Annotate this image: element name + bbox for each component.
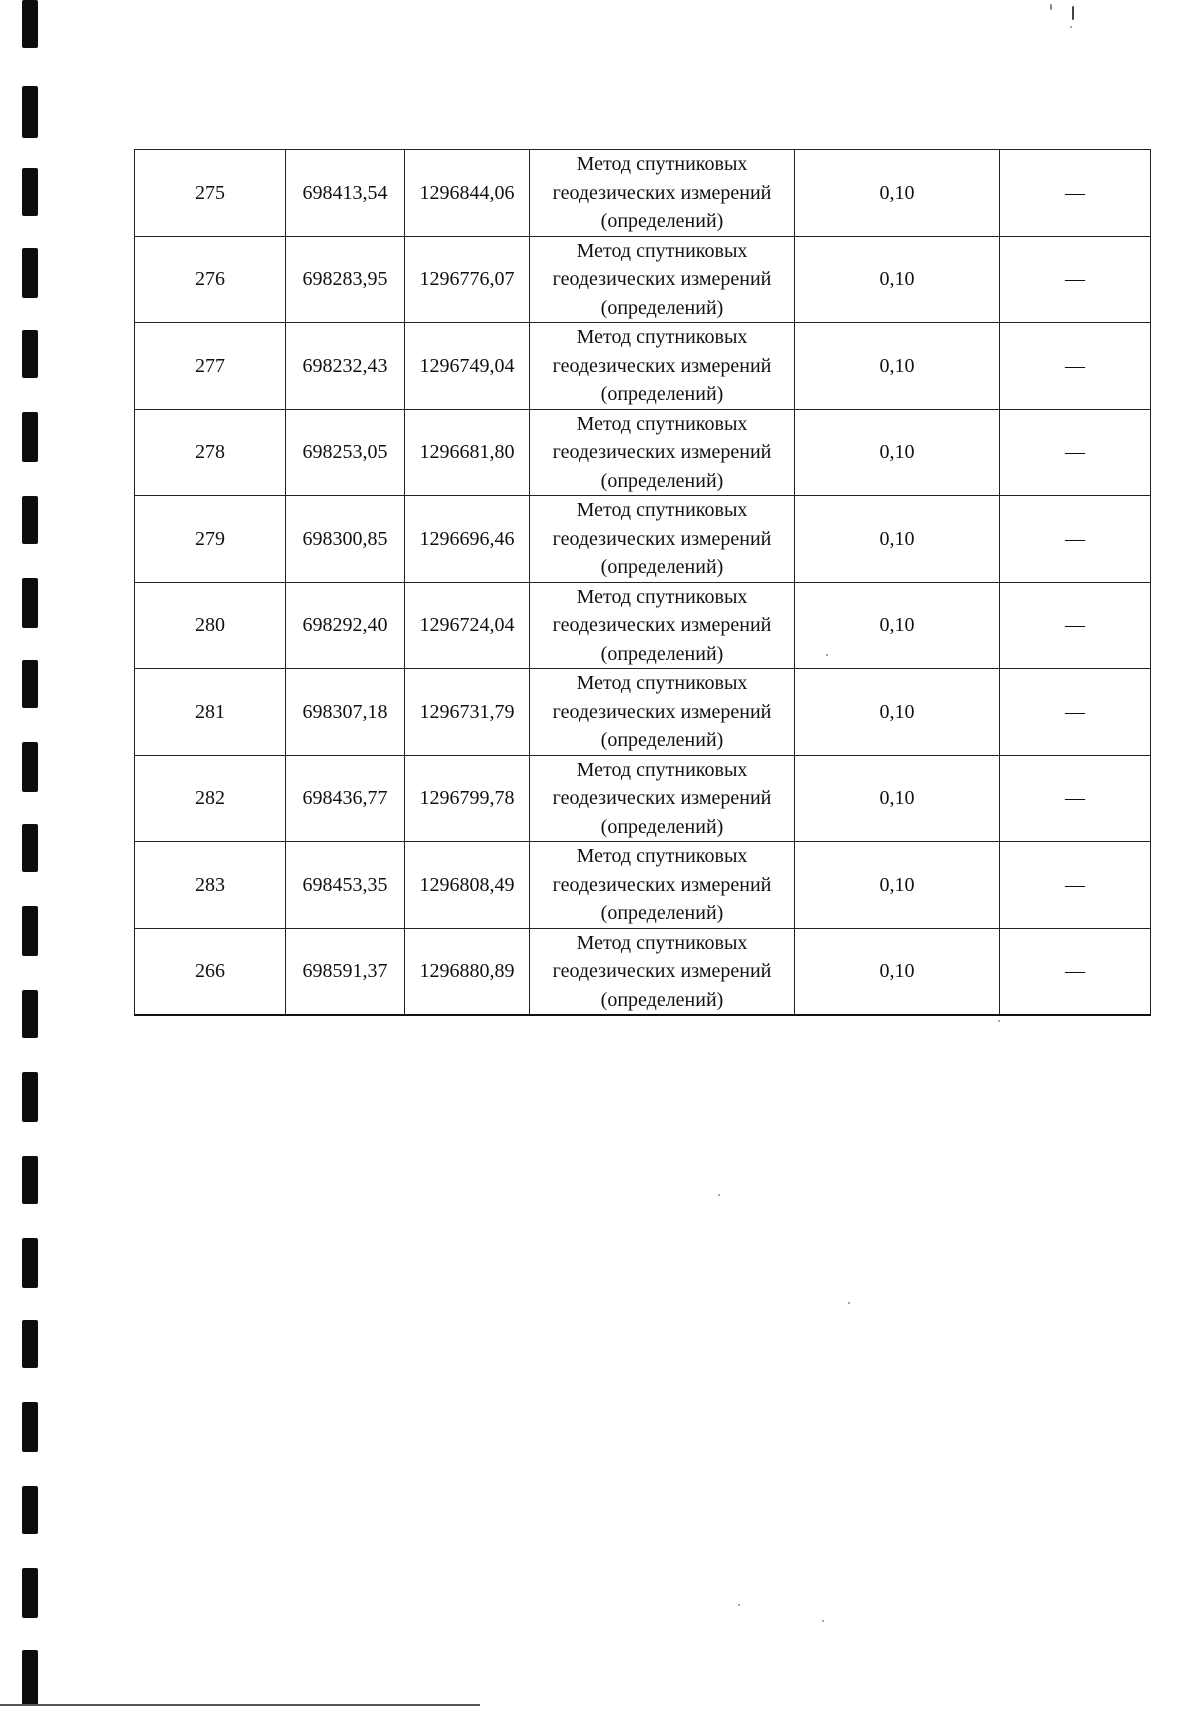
x-coordinate-cell: 698300,85 [286,496,405,583]
method-text: Метод спутниковых геодезических измерений (определений) [552,931,772,1011]
coordinates-table-container [134,149,1150,1016]
binding-mark [22,1156,38,1204]
scan-speck [998,1020,1000,1022]
method-text: Метод спутниковых геодезических измерений (определений) [552,153,772,232]
accuracy-cell: 0,10 [795,669,1000,756]
method-text: Метод спутниковых геодезических измерений (определений) [552,326,772,405]
binding-mark [22,1650,38,1706]
method-text: Метод спутниковых геодезических измерений (определений) [552,845,772,924]
binding-marks [22,0,44,1710]
method-cell [530,669,795,756]
binding-mark [22,990,38,1038]
y-coordinate-cell: 1296799,78 [405,755,530,842]
y-coordinate-cell: 1296724,04 [405,582,530,669]
note-cell: — [1000,323,1151,410]
binding-mark [22,660,38,708]
point-number-cell: 266 [135,928,286,1015]
method-cell [530,582,795,669]
binding-mark [22,1320,38,1368]
note-cell: — [1000,928,1151,1015]
binding-mark [22,1568,38,1618]
x-coordinate-cell: 698307,18 [286,669,405,756]
note-cell: — [1000,409,1151,496]
y-coordinate-cell: 1296681,80 [405,409,530,496]
scan-speck [822,1620,824,1622]
point-number-cell: 281 [135,669,286,756]
scan-speck [826,654,828,656]
method-cell [530,323,795,410]
x-coordinate-cell: 698292,40 [286,582,405,669]
accuracy-cell: 0,10 [795,842,1000,929]
point-number-cell: 276 [135,236,286,323]
point-number-cell: 282 [135,755,286,842]
method-text: Метод спутниковых геодезических измерений (определений) [552,758,772,838]
method-cell [530,496,795,583]
binding-mark [22,1486,38,1534]
y-coordinate-cell: 1296880,89 [405,928,530,1015]
method-text: Метод спутниковых геодезических измерений (определений) [552,239,772,319]
scan-speck [1070,26,1072,28]
table-row [135,755,1151,842]
binding-mark [22,1402,38,1452]
method-cell [530,842,795,929]
table-row [135,150,1151,237]
accuracy-cell: 0,10 [795,409,1000,496]
x-coordinate-cell: 698283,95 [286,236,405,323]
accuracy-cell: 0,10 [795,755,1000,842]
method-cell [530,409,795,496]
point-number-cell: 275 [135,150,286,237]
accuracy-cell: 0,10 [795,496,1000,583]
x-coordinate-cell: 698591,37 [286,928,405,1015]
binding-mark [22,412,38,462]
point-number-cell: 278 [135,409,286,496]
note-cell: — [1000,150,1151,237]
point-number-cell: 283 [135,842,286,929]
binding-mark [22,578,38,628]
x-coordinate-cell: 698453,35 [286,842,405,929]
note-cell: — [1000,582,1151,669]
note-cell: — [1000,496,1151,583]
binding-mark [22,496,38,544]
binding-mark [22,742,38,792]
y-coordinate-cell: 1296808,49 [405,842,530,929]
binding-mark [22,1072,38,1122]
table-row [135,669,1151,756]
accuracy-cell: 0,10 [795,236,1000,323]
y-coordinate-cell: 1296776,07 [405,236,530,323]
binding-mark [22,248,38,298]
note-cell: — [1000,755,1151,842]
coordinates-table [134,149,1151,1016]
binding-mark [22,330,38,378]
point-number-cell: 279 [135,496,286,583]
table-row [135,409,1151,496]
binding-mark [22,168,38,216]
scan-speck [1072,6,1074,20]
table-row [135,323,1151,410]
y-coordinate-cell: 1296749,04 [405,323,530,410]
accuracy-cell: 0,10 [795,928,1000,1015]
binding-mark [22,906,38,956]
scan-speck [718,1194,720,1196]
y-coordinate-cell: 1296731,79 [405,669,530,756]
binding-mark [22,1238,38,1288]
point-number-cell: 277 [135,323,286,410]
method-text: Метод спутниковых геодезических измерений (определений) [552,412,772,492]
table-row [135,928,1151,1015]
point-number-cell: 280 [135,582,286,669]
accuracy-cell: 0,10 [795,150,1000,237]
note-cell: — [1000,842,1151,929]
method-cell [530,236,795,323]
bottom-edge-line [0,1704,480,1706]
method-cell [530,755,795,842]
binding-mark [22,824,38,872]
binding-mark [22,86,38,138]
table-row [135,496,1151,583]
note-cell: — [1000,669,1151,756]
method-text: Метод спутниковых геодезических измерений (определений) [552,672,772,751]
accuracy-cell: 0,10 [795,582,1000,669]
table-row [135,842,1151,929]
x-coordinate-cell: 698232,43 [286,323,405,410]
note-cell: — [1000,236,1151,323]
method-text: Метод спутниковых геодезических измерений (определений) [552,585,772,665]
table-row [135,236,1151,323]
method-text: Метод спутниковых геодезических измерений (определений) [552,499,772,578]
scan-speck [848,1302,850,1304]
accuracy-cell: 0,10 [795,323,1000,410]
table-row [135,582,1151,669]
method-cell [530,150,795,237]
x-coordinate-cell: 698436,77 [286,755,405,842]
scan-speck [1050,4,1052,10]
y-coordinate-cell: 1296844,06 [405,150,530,237]
method-cell [530,928,795,1015]
y-coordinate-cell: 1296696,46 [405,496,530,583]
x-coordinate-cell: 698253,05 [286,409,405,496]
x-coordinate-cell: 698413,54 [286,150,405,237]
binding-mark [22,0,38,48]
scan-speck [738,1604,740,1606]
